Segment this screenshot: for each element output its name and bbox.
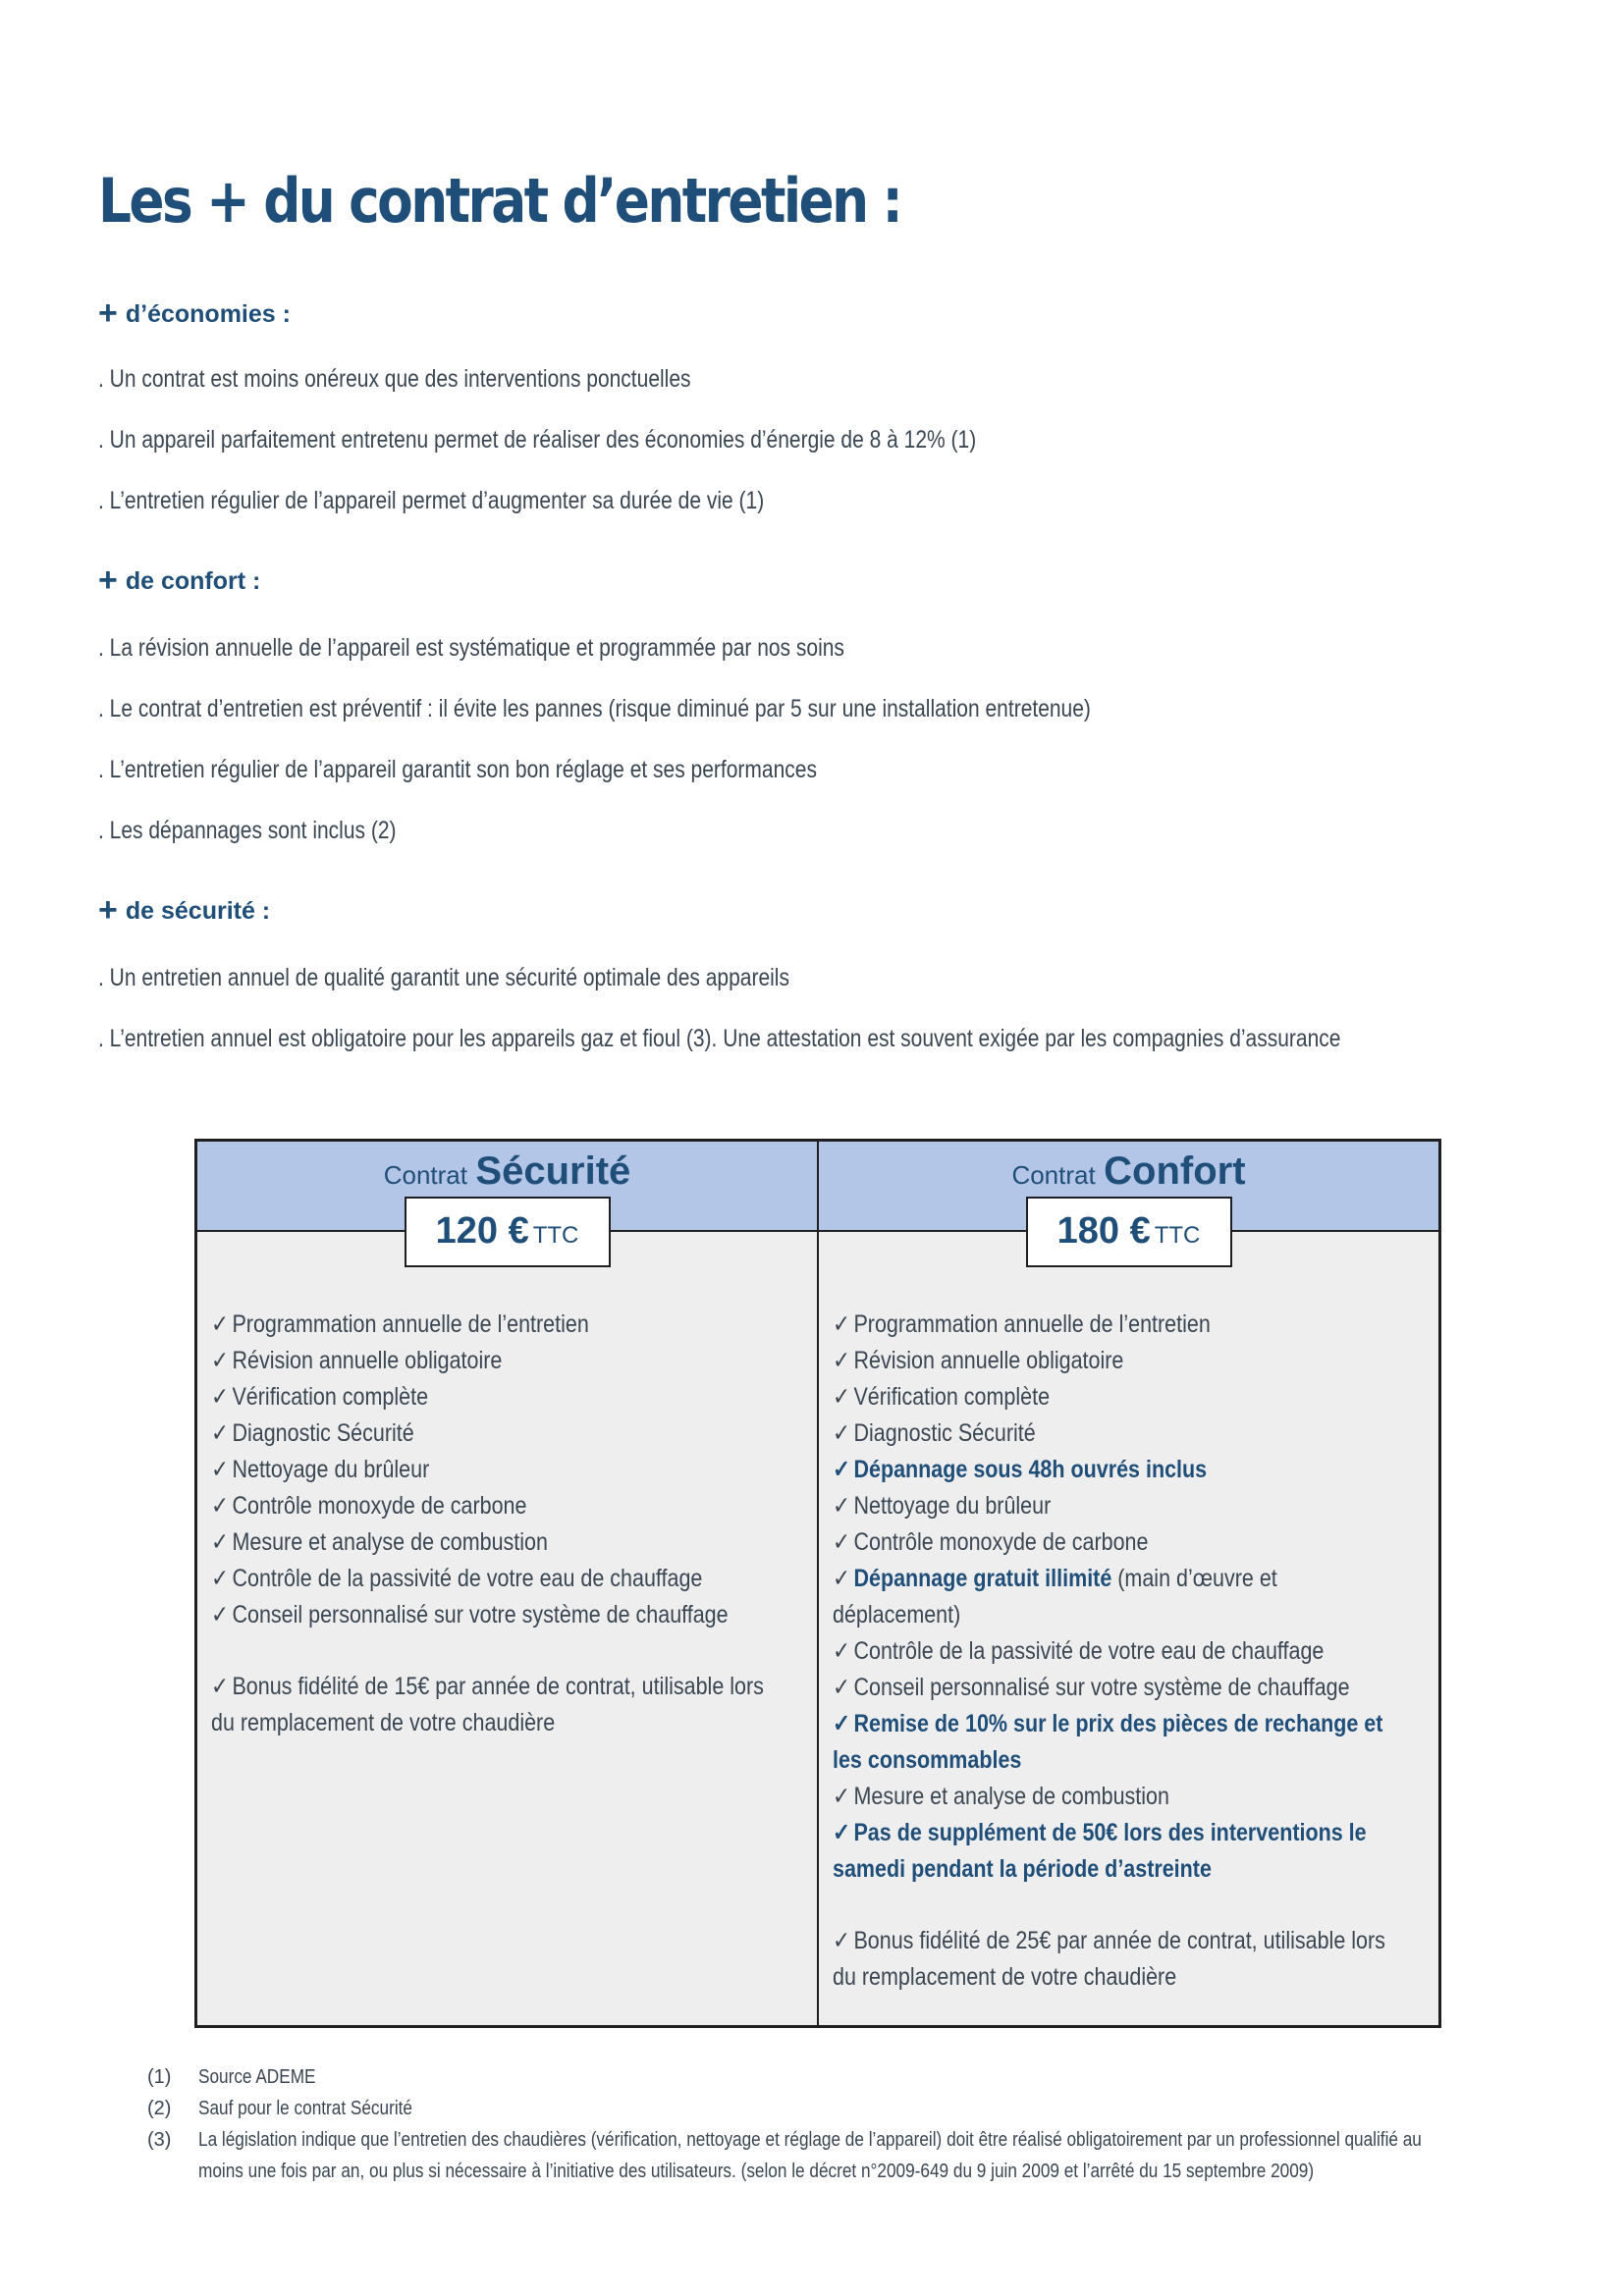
footnote-continued: moins une fois par an, ou plus si nécessaire à l’initiative des utilisateurs. (selon le décret n°2009-649 du 9 juin 2009 et l’arrêté du 15 septembre 2009) (198, 2161, 1315, 2182)
list-item: ✓ Mesure et analyse de combustion (211, 1528, 548, 1556)
list-item-highlight: ✓ Remise de 10% sur le prix des pièces de rechange et (833, 1710, 1383, 1737)
price-box (1026, 1197, 1232, 1267)
feature-list (833, 1307, 1425, 1996)
check-icon: ✓ (833, 1383, 851, 1411)
check-icon: ✓ (833, 1528, 851, 1556)
list-item: ✓ Conseil personnalisé sur votre système de chauffage (211, 1601, 729, 1629)
list-item: ✓ Révision annuelle obligatoire (211, 1347, 503, 1374)
footnote-number: (3) (147, 2129, 172, 2151)
list-item: ✓ Conseil personnalisé sur votre système de chauffage (833, 1674, 1350, 1701)
section-line: . L’entretien annuel est obligatoire pour les appareils gaz et fioul (3). Une attestation est souvent exigée par les compagnies d’assurance (98, 1025, 1341, 1052)
list-item: ✓ Vérification complète (211, 1383, 429, 1411)
check-icon: ✓ (211, 1383, 230, 1411)
plus-icon: + (98, 891, 118, 929)
contract-securite (197, 1142, 817, 2025)
list-item: ✓ Diagnostic Sécurité (833, 1419, 1036, 1447)
price-suffix: TTC (1154, 1222, 1201, 1249)
feature-list (211, 1307, 803, 1741)
list-item-highlight: ✓ Dépannage sous 48h ouvrés inclus (833, 1456, 1208, 1483)
footnotes (147, 2061, 1573, 2187)
check-icon: ✓ (833, 1492, 851, 1520)
list-item-continued: déplacement) (833, 1601, 961, 1629)
section-heading-economies: + d’économies : (98, 294, 291, 332)
price-box (405, 1197, 611, 1267)
list-item-continued: les consommables (833, 1746, 1022, 1774)
contracts-table (194, 1139, 1441, 2028)
footnote: (3) La législation indique que l’entretien des chaudières (vérification, nettoyage et réglage de l’appareil) doit être réalisé obligatoirement par un professionnel qualifié au (147, 2124, 1573, 2156)
price-amount: 120 € (435, 1210, 529, 1252)
list-item: ✓ Diagnostic Sécurité (211, 1419, 414, 1447)
list-item: ✓ Contrôle monoxyde de carbone (211, 1492, 527, 1520)
check-icon: ✓ (211, 1347, 230, 1374)
list-item: ✓ Nettoyage du brûleur (833, 1492, 1052, 1520)
contract-prefix: Contrat (383, 1160, 467, 1190)
bonus-item: ✓ Bonus fidélité de 25€ par année de contrat, utilisable lors (833, 1927, 1385, 1954)
section-line: . Un entretien annuel de qualité garantit une sécurité optimale des appareils (98, 964, 789, 991)
plus-icon: + (98, 294, 118, 332)
list-item: ✓ Mesure et analyse de combustion (833, 1783, 1169, 1810)
list-item: ✓ Programmation annuelle de l’entretien (211, 1310, 589, 1338)
contract-name: Sécurité (475, 1149, 631, 1193)
list-item: ✓ Révision annuelle obligatoire (833, 1347, 1124, 1374)
check-icon: ✓ (833, 1927, 851, 1954)
check-icon: ✓ (211, 1456, 230, 1483)
footnote: (1) Source ADEME (147, 2061, 1573, 2093)
check-icon: ✓ (833, 1783, 851, 1810)
list-item: ✓ Nettoyage du brûleur (211, 1456, 430, 1483)
check-icon: ✓ (833, 1637, 851, 1665)
check-icon: ✓ (833, 1674, 851, 1701)
check-icon: ✓ (211, 1565, 230, 1592)
list-item: ✓ Contrôle monoxyde de carbone (833, 1528, 1149, 1556)
check-icon: ✓ (833, 1710, 851, 1737)
list-item: ✓ Contrôle de la passivité de votre eau de chauffage (833, 1637, 1325, 1665)
section-heading-confort: + de confort : (98, 561, 261, 599)
section-line: . Le contrat d’entretien est préventif : il évite les pannes (risque diminué par 5 sur une installation entretenue) (98, 695, 1091, 722)
section-line: . L’entretien régulier de l’appareil garantit son bon réglage et ses performances (98, 756, 817, 783)
plus-icon: + (98, 561, 118, 599)
price-suffix: TTC (532, 1222, 579, 1249)
check-icon: ✓ (833, 1456, 851, 1483)
check-icon: ✓ (211, 1310, 230, 1338)
bonus-item-continued: du remplacement de votre chaudière (211, 1709, 556, 1736)
bonus-item-continued: du remplacement de votre chaudière (833, 1963, 1177, 1991)
footnote-number: (2) (147, 2098, 172, 2119)
bonus-item: ✓ Bonus fidélité de 15€ par année de contrat, utilisable lors (211, 1673, 764, 1700)
section-line: . Les dépannages sont inclus (2) (98, 817, 397, 844)
section-line: . Un appareil parfaitement entretenu permet de réaliser des économies d’énergie de 8 à 12% (1) (98, 426, 977, 454)
section-line: . Un contrat est moins onéreux que des interventions ponctuelles (98, 365, 691, 393)
page-title: Les + du contrat d’entretien : (98, 165, 901, 237)
contract-confort (817, 1142, 1438, 2025)
footnote: (2) Sauf pour le contrat Sécurité (147, 2093, 1573, 2124)
list-item: ✓ Vérification complète (833, 1383, 1051, 1411)
check-icon: ✓ (211, 1419, 230, 1447)
check-icon: ✓ (211, 1673, 230, 1700)
section-line: . La révision annuelle de l’appareil est systématique et programmée par nos soins (98, 634, 844, 662)
section-heading-securite: + de sécurité : (98, 891, 271, 929)
list-item-highlight: ✓ Dépannage gratuit illimité (main d’œuvre et (833, 1565, 1277, 1592)
footnote-number: (1) (147, 2066, 172, 2088)
check-icon: ✓ (833, 1310, 851, 1338)
list-item: ✓ Programmation annuelle de l’entretien (833, 1310, 1211, 1338)
contract-name: Confort (1104, 1149, 1246, 1193)
section-line: . L’entretien régulier de l’appareil permet d’augmenter sa durée de vie (1) (98, 487, 765, 514)
list-item-continued: samedi pendant la période d’astreinte (833, 1855, 1212, 1883)
list-item: ✓ Contrôle de la passivité de votre eau de chauffage (211, 1565, 703, 1592)
check-icon: ✓ (211, 1601, 230, 1629)
check-icon: ✓ (833, 1819, 851, 1846)
check-icon: ✓ (833, 1419, 851, 1447)
price-amount: 180 € (1056, 1210, 1151, 1252)
check-icon: ✓ (833, 1565, 851, 1592)
check-icon: ✓ (211, 1528, 230, 1556)
check-icon: ✓ (833, 1347, 851, 1374)
contract-prefix: Contrat (1011, 1160, 1096, 1190)
list-item-highlight: ✓ Pas de supplément de 50€ lors des interventions le (833, 1819, 1367, 1846)
check-icon: ✓ (211, 1492, 230, 1520)
